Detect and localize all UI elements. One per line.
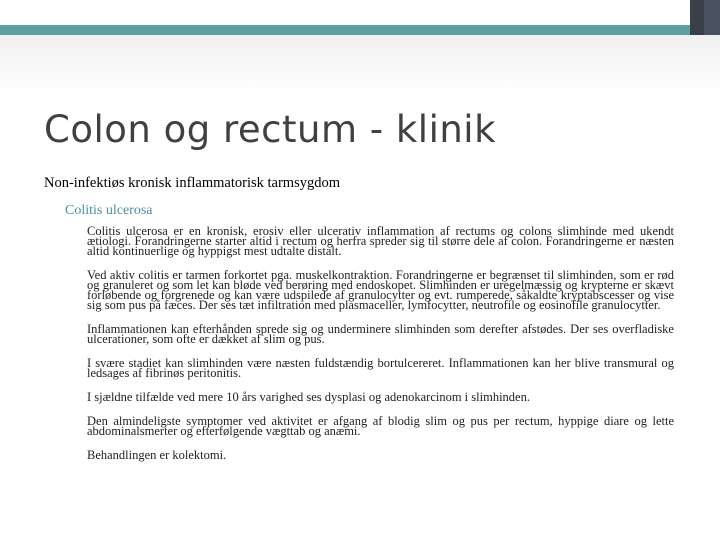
- paragraph: Inflammationen kan efterhånden sprede sig og underminere slimhinden som derefter afstødes. Der ses overfladiske ulcerationer, som ofte er dækket af slim og pus.: [87, 322, 674, 346]
- paragraph: Ved aktiv colitis er tarmen forkortet pga. muskelkontraktion. Forandringerne er begrænset til slimhinden, som er rød og granuleret og som let kan bløde ved berøring med endoskopet. Slimhinden er uregelmæssig og krypterne er skævt forløbende og forgrenede og kan være udspilede af granulocytter og evt. rumperede, såkaldte kryptabscesser og vise sig som pus på fæces. Der ses tæt infiltration med plasmaceller, lymfocytter, neutrofile og eosinofile granulocytter.: [87, 268, 674, 312]
- paragraph: I svære stadiet kan slimhinden være næsten fuldstændig bortulcereret. Inflammationen kan her blive transmural og ledsages af fibrinøs peritonitis.: [87, 356, 674, 380]
- slide-title: Colon og rectum - klinik: [44, 108, 497, 151]
- paragraph: Den almindeligste symptomer ved aktivitet er afgang af blodig slim og pus per rectum, hyppige diare og lette abdominalsmerter og efterfølgende vægttab og anæmi.: [87, 414, 674, 438]
- paragraph: Behandlingen er kolektomi.: [87, 448, 227, 462]
- header-gradient: [0, 35, 720, 95]
- header-accent-bar: [0, 25, 690, 35]
- header-band: [0, 0, 690, 25]
- paragraph: I sjældne tilfælde ved mere 10 års varighed ses dysplasi og adenokarcinom i slimhinden.: [87, 390, 530, 404]
- topic-heading: Colitis ulcerosa: [65, 203, 153, 218]
- paragraph-list: [87, 226, 674, 474]
- header-dark-block-edge: [704, 0, 720, 35]
- paragraph: Colitis ulcerosa er en kronisk, erosiv eller ulcerativ inflammation af rectums og colons slimhinde med ukendt ætiologi. Forandringerne starter altid i rectum og herfra spreder sig til større dele af colon. Forandringerne er næsten altid kontinuerlige og hyppigst mest udtalte distalt.: [87, 224, 674, 258]
- slide-subtitle: Non-infektiøs kronisk inflammatorisk tarmsygdom: [44, 175, 341, 191]
